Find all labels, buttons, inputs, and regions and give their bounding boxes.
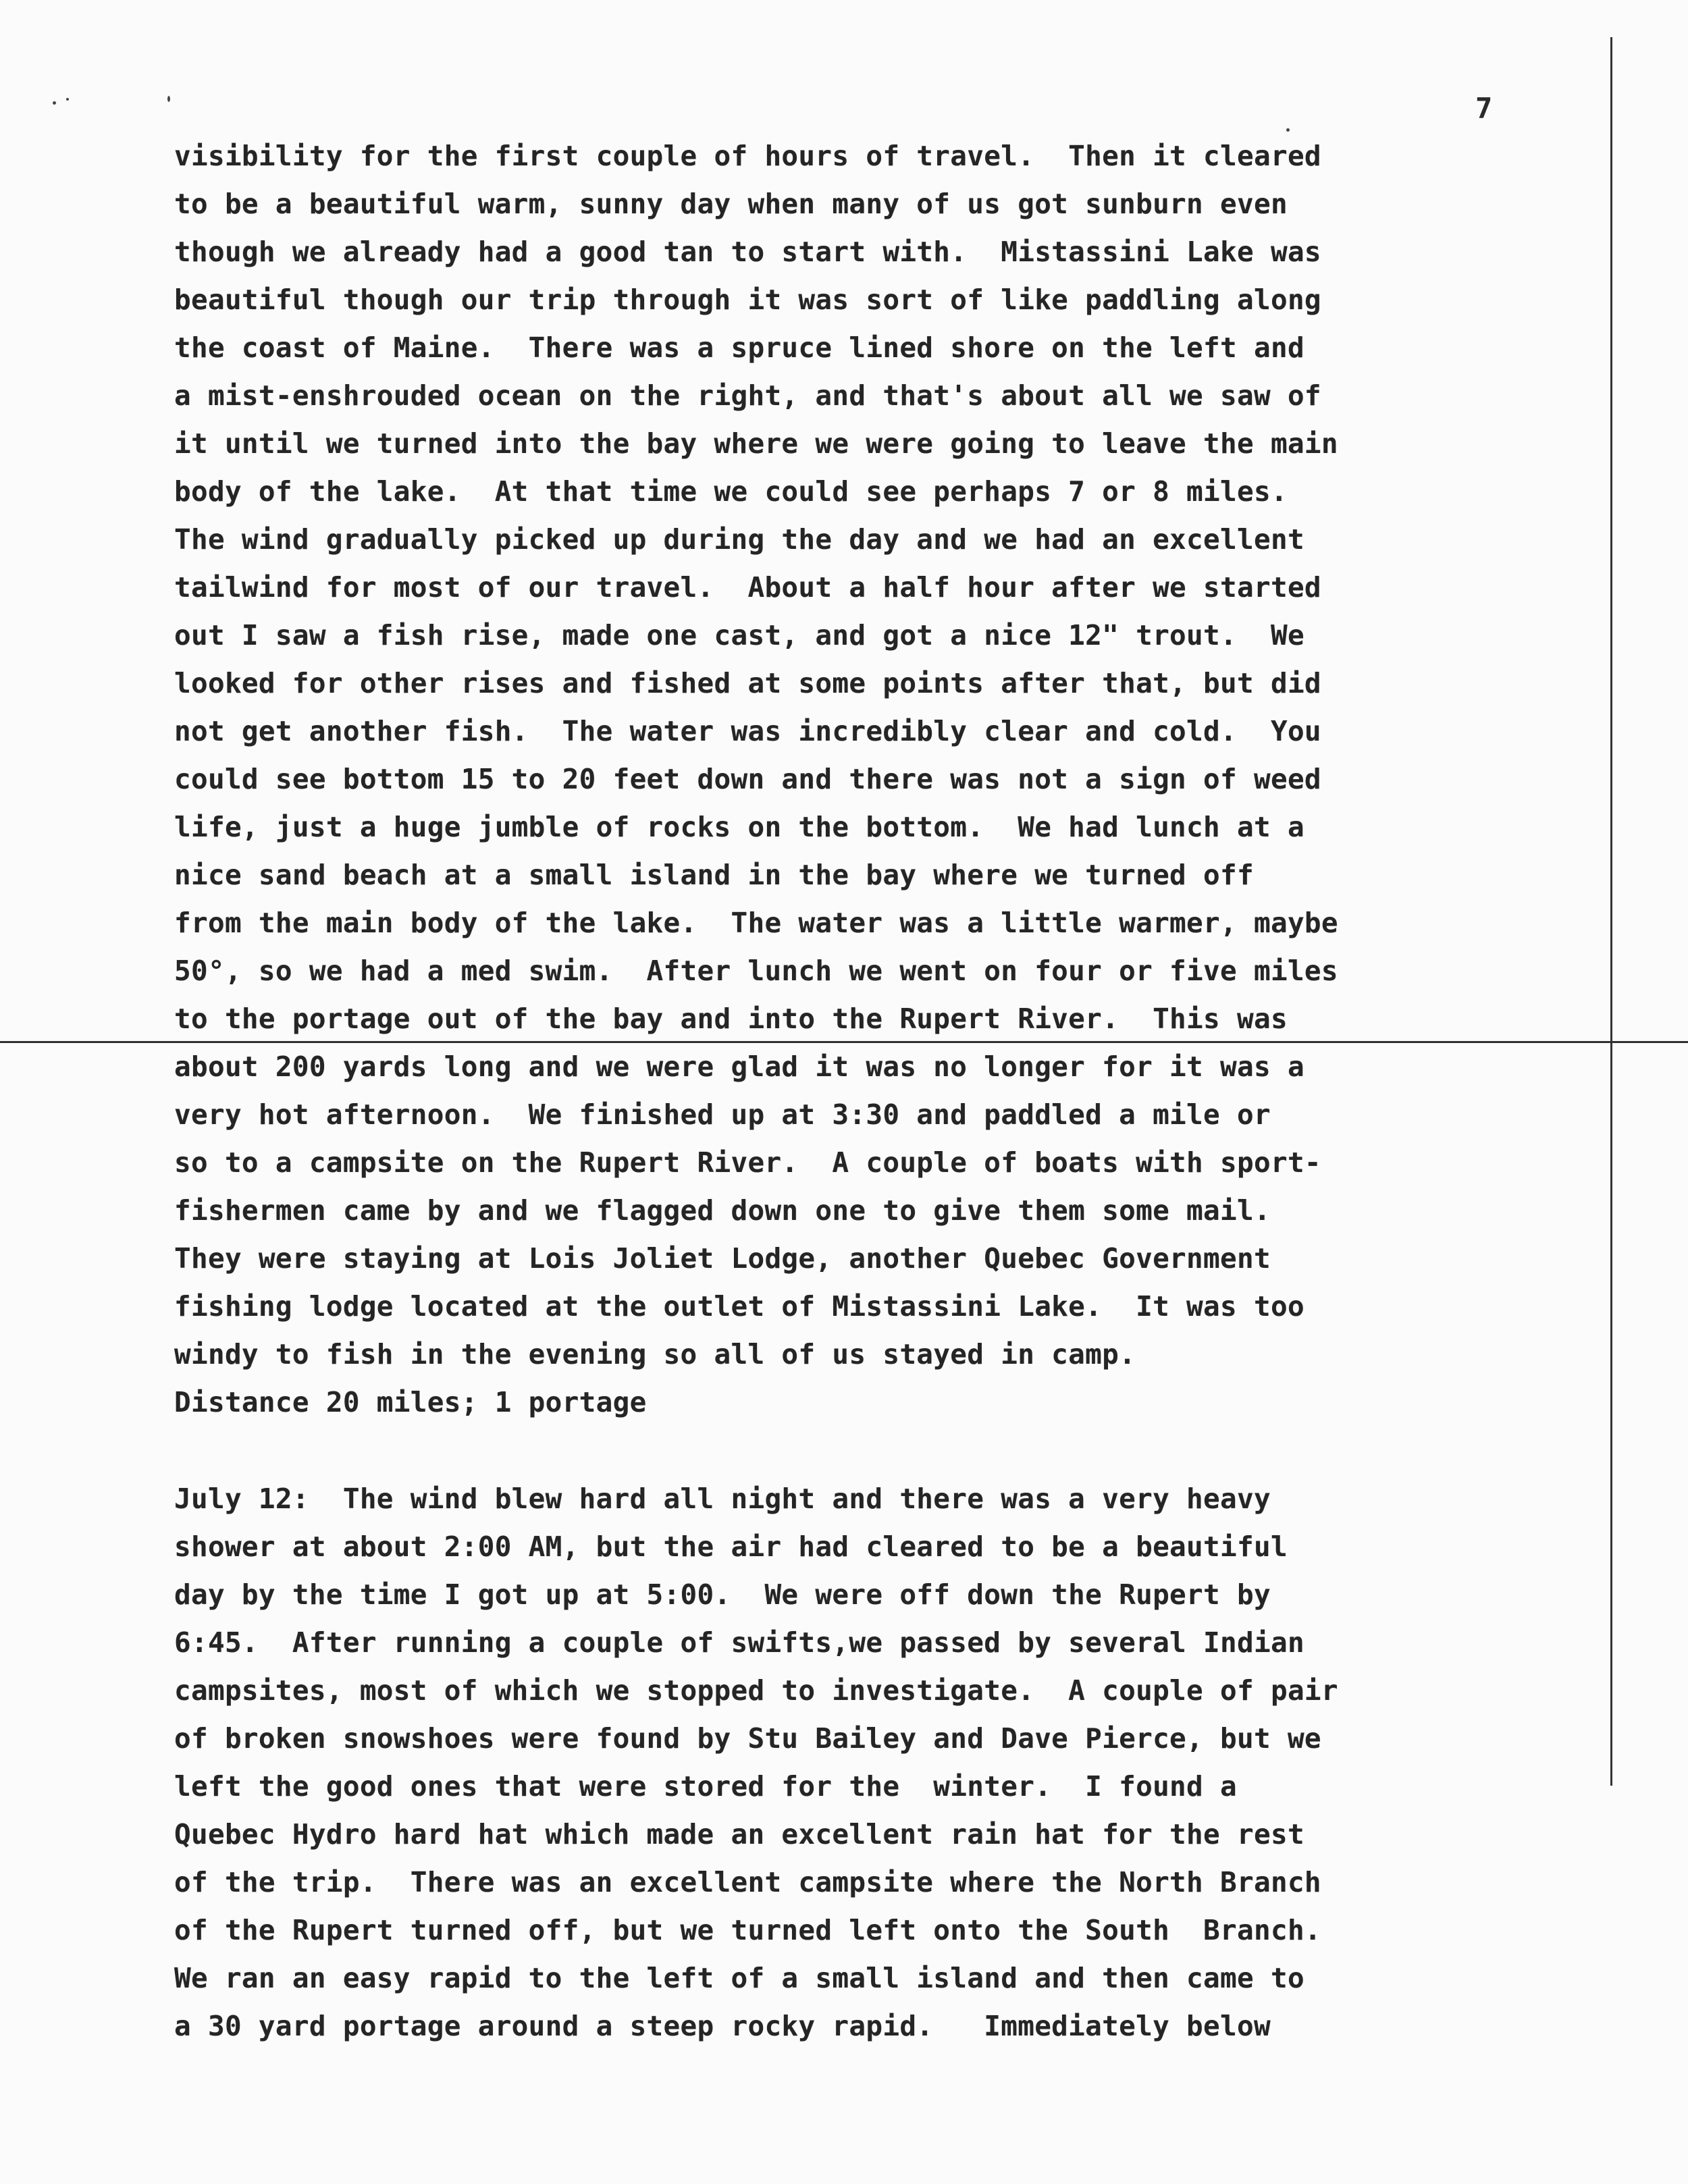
text-line: beautiful though our trip through it was sort of like paddling along bbox=[174, 284, 1321, 316]
typed-text-body bbox=[174, 132, 1531, 2050]
text-line: shower at about 2:00 AM, but the air had cleared to be a beautiful bbox=[174, 1530, 1288, 1563]
text-line: campsites, most of which we stopped to investigate. A couple of pair bbox=[174, 1674, 1338, 1707]
text-line: Quebec Hydro hard hat which made an excellent rain hat for the rest bbox=[174, 1818, 1304, 1850]
scan-speck bbox=[66, 98, 69, 101]
text-line: though we already had a good tan to start with. Mistassini Lake was bbox=[174, 236, 1321, 268]
scan-speck bbox=[1286, 128, 1290, 132]
text-line: out I saw a fish rise, made one cast, and got a nice 12" trout. We bbox=[174, 619, 1304, 651]
text-line: visibility for the first couple of hours of travel. Then it cleared bbox=[174, 140, 1321, 172]
text-line: about 200 yards long and we were glad it was no longer for it was a bbox=[174, 1050, 1304, 1083]
text-line: We ran an easy rapid to the left of a small island and then came to bbox=[174, 1962, 1304, 1994]
text-line: not get another fish. The water was incredibly clear and cold. You bbox=[174, 715, 1321, 747]
page-number: 7 bbox=[1475, 92, 1493, 125]
text-line: a mist-enshrouded ocean on the right, and that's about all we saw of bbox=[174, 379, 1321, 412]
distance-summary: Distance 20 miles; 1 portage bbox=[174, 1386, 647, 1418]
text-line: of broken snowshoes were found by Stu Bailey and Dave Pierce, but we bbox=[174, 1722, 1321, 1755]
text-line: from the main body of the lake. The water was a little warmer, maybe bbox=[174, 907, 1338, 939]
right-margin-rule bbox=[1610, 37, 1612, 1786]
text-line: of the Rupert turned off, but we turned left onto the South Branch. bbox=[174, 1914, 1321, 1946]
text-line: it until we turned into the bay where we were going to leave the main bbox=[174, 427, 1338, 460]
text-line: fishing lodge located at the outlet of Mistassini Lake. It was too bbox=[174, 1290, 1304, 1323]
text-line: to the portage out of the bay and into the Rupert River. This was bbox=[174, 1003, 1288, 1035]
paragraph-july-12 bbox=[174, 1475, 1531, 2050]
text-line: 6:45. After running a couple of swifts,we passed by several Indian bbox=[174, 1626, 1304, 1659]
text-line: windy to fish in the evening so all of us stayed in camp. bbox=[174, 1338, 1136, 1370]
text-line: tailwind for most of our travel. About a half hour after we started bbox=[174, 571, 1321, 604]
text-line: to be a beautiful warm, sunny day when many of us got sunburn even bbox=[174, 188, 1288, 220]
paragraph-day-11 bbox=[174, 132, 1531, 1427]
text-line: very hot afternoon. We finished up at 3:30 and paddled a mile or bbox=[174, 1098, 1271, 1131]
text-line: July 12: The wind blew hard all night and there was a very heavy bbox=[174, 1483, 1271, 1515]
text-line: looked for other rises and fished at some points after that, but did bbox=[174, 667, 1321, 699]
text-line: The wind gradually picked up during the day and we had an excellent bbox=[174, 523, 1304, 556]
text-line: 50°, so we had a med swim. After lunch we went on four or five miles bbox=[174, 955, 1338, 987]
text-line: life, just a huge jumble of rocks on the bottom. We had lunch at a bbox=[174, 811, 1304, 843]
text-line: the coast of Maine. There was a spruce lined shore on the left and bbox=[174, 331, 1304, 364]
text-line: left the good ones that were stored for the winter. I found a bbox=[174, 1770, 1237, 1803]
scan-speck bbox=[167, 96, 170, 102]
text-line: of the trip. There was an excellent campsite where the North Branch bbox=[174, 1866, 1321, 1898]
text-line: nice sand beach at a small island in the bay where we turned off bbox=[174, 859, 1254, 891]
text-line: could see bottom 15 to 20 feet down and there was not a sign of weed bbox=[174, 763, 1321, 795]
text-line: so to a campsite on the Rupert River. A couple of boats with sport- bbox=[174, 1146, 1321, 1179]
scan-speck bbox=[53, 101, 56, 105]
text-line: They were staying at Lois Joliet Lodge, another Quebec Government bbox=[174, 1242, 1271, 1275]
text-line: body of the lake. At that time we could see perhaps 7 or 8 miles. bbox=[174, 475, 1288, 508]
text-line: fishermen came by and we flagged down one to give them some mail. bbox=[174, 1194, 1271, 1227]
text-line: day by the time I got up at 5:00. We were off down the Rupert by bbox=[174, 1578, 1271, 1611]
paragraph-gap bbox=[174, 1427, 1531, 1475]
text-line: a 30 yard portage around a steep rocky rapid. Immediately below bbox=[174, 2010, 1271, 2042]
